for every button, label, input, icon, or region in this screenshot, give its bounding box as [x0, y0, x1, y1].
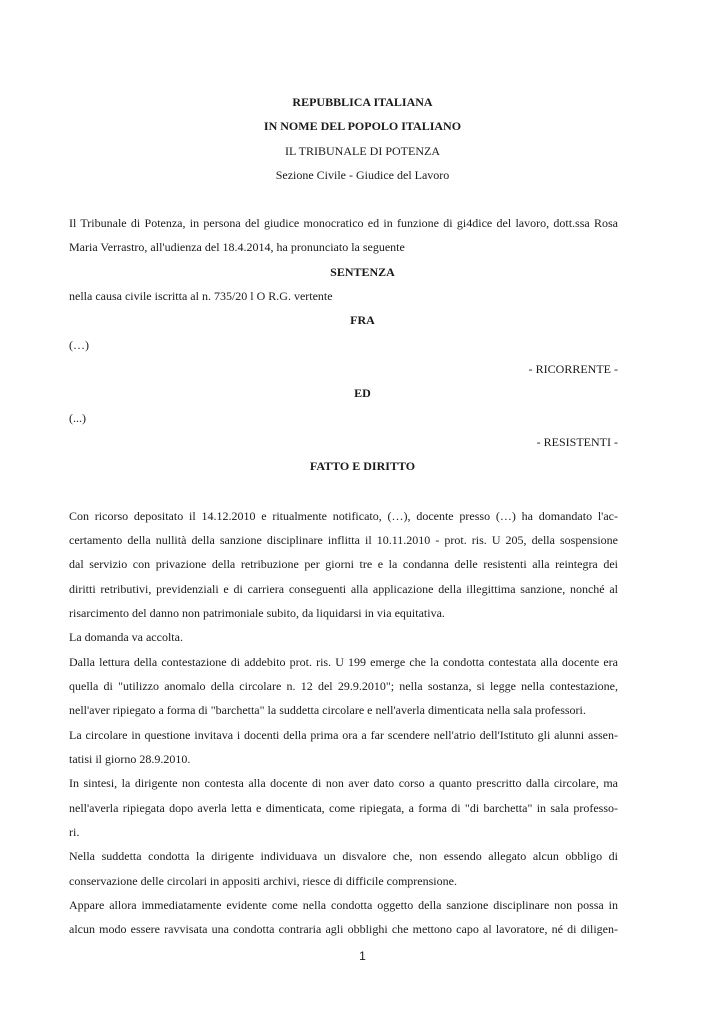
intro-line-1: Il Tribunale di Potenza, in persona del giudice monocratico ed in funzione di gi4dice del lavoro, dott.ssa Rosa	[69, 216, 618, 230]
header-court: IL TRIBUNALE DI POTENZA	[285, 144, 440, 158]
body-line: Con ricorso depositato il 14.12.2010 e ritualmente notificato, (…), docente presso (…) ha domandato l'ac-	[69, 509, 618, 523]
body-line: alcun modo essere ravvisata una condotta contraria agli obblighi che mettono capo al lavoratore, né di diligen-	[69, 922, 618, 936]
sentenza-heading: SENTENZA	[330, 265, 395, 279]
body-line: risarcimento del danno non patrimoniale subito, da liquidarsi in via equitativa.	[69, 606, 445, 620]
party-resistenti: (...)	[69, 411, 86, 425]
resistenti-label: - RESISTENTI -	[536, 435, 618, 449]
header-people: IN NOME DEL POPOLO ITALIANO	[263, 119, 462, 133]
causa-line: nella causa civile iscritta al n. 735/20 l O R.G. vertente	[69, 289, 333, 303]
body-line: La circolare in questione invitava i docenti della prima ora a far scendere nell'atrio dell'Istituto gli alunni assen-	[69, 728, 618, 742]
ed-heading: ED	[354, 386, 371, 400]
body-line: ri.	[69, 825, 80, 839]
body-line: quella di "utilizzo anomalo della circolare n. 12 del 29.9.2010"; nella sostanza, si legge nella contestazione,	[69, 679, 618, 693]
fra-heading: FRA	[350, 313, 375, 327]
party-ricorrente: (…)	[69, 338, 89, 352]
body-line: diritti retributivi, previdenziali e di carriera conseguenti alla applicazione della illegittima sanzione, nonché al	[69, 582, 618, 596]
page-number: 1	[359, 949, 366, 963]
body-line: Dalla lettura della contestazione di addebito prot. ris. U 199 emerge che la condotta contestata alla docente era	[69, 655, 618, 669]
body-line: tatisi il giorno 28.9.2010.	[69, 752, 191, 766]
ricorrente-label: - RICORRENTE -	[528, 362, 618, 376]
body-line: Appare allora immediatamente evidente come nella condotta oggetto della sanzione disciplinare non possa in	[69, 898, 618, 912]
header-section: Sezione Civile - Giudice del Lavoro	[275, 168, 450, 182]
header-republic: REPUBBLICA ITALIANA	[292, 95, 433, 109]
body-line: In sintesi, la dirigente non contesta alla docente di non aver dato corso a quanto prescritto dalla circolare, ma	[69, 776, 618, 790]
body-line: Nella suddetta condotta la dirigente individuava un disvalore che, non essendo allegato alcun obbligo di	[69, 849, 618, 863]
body-line: conservazione delle circolari in appositi archivi, riesce di difficile comprensione.	[69, 874, 457, 888]
body-line: dal servizio con privazione della retribuzione per giorni tre e la condanna delle resistenti alla reintegra dei	[69, 557, 618, 571]
body-line: nell'averla ripiegata dopo averla letta e dimenticata, come ripiegata, a forma di "di barchetta" in sala professo-	[69, 801, 618, 815]
body-line: nell'aver ripiegato a forma di "barchetta" la suddetta circolare e nell'averla dimenticata nella sala professori.	[69, 703, 586, 717]
body-line: certamento della nullità della sanzione disciplinare inflitta il 10.11.2010 - prot. ris. U 205, della sospensione	[69, 533, 618, 547]
intro-line-2: Maria Verrastro, all'udienza del 18.4.2014, ha pronunciato la seguente	[69, 240, 405, 254]
fatto-diritto-heading: FATTO E DIRITTO	[309, 459, 416, 473]
body-line: La domanda va accolta.	[69, 630, 183, 644]
